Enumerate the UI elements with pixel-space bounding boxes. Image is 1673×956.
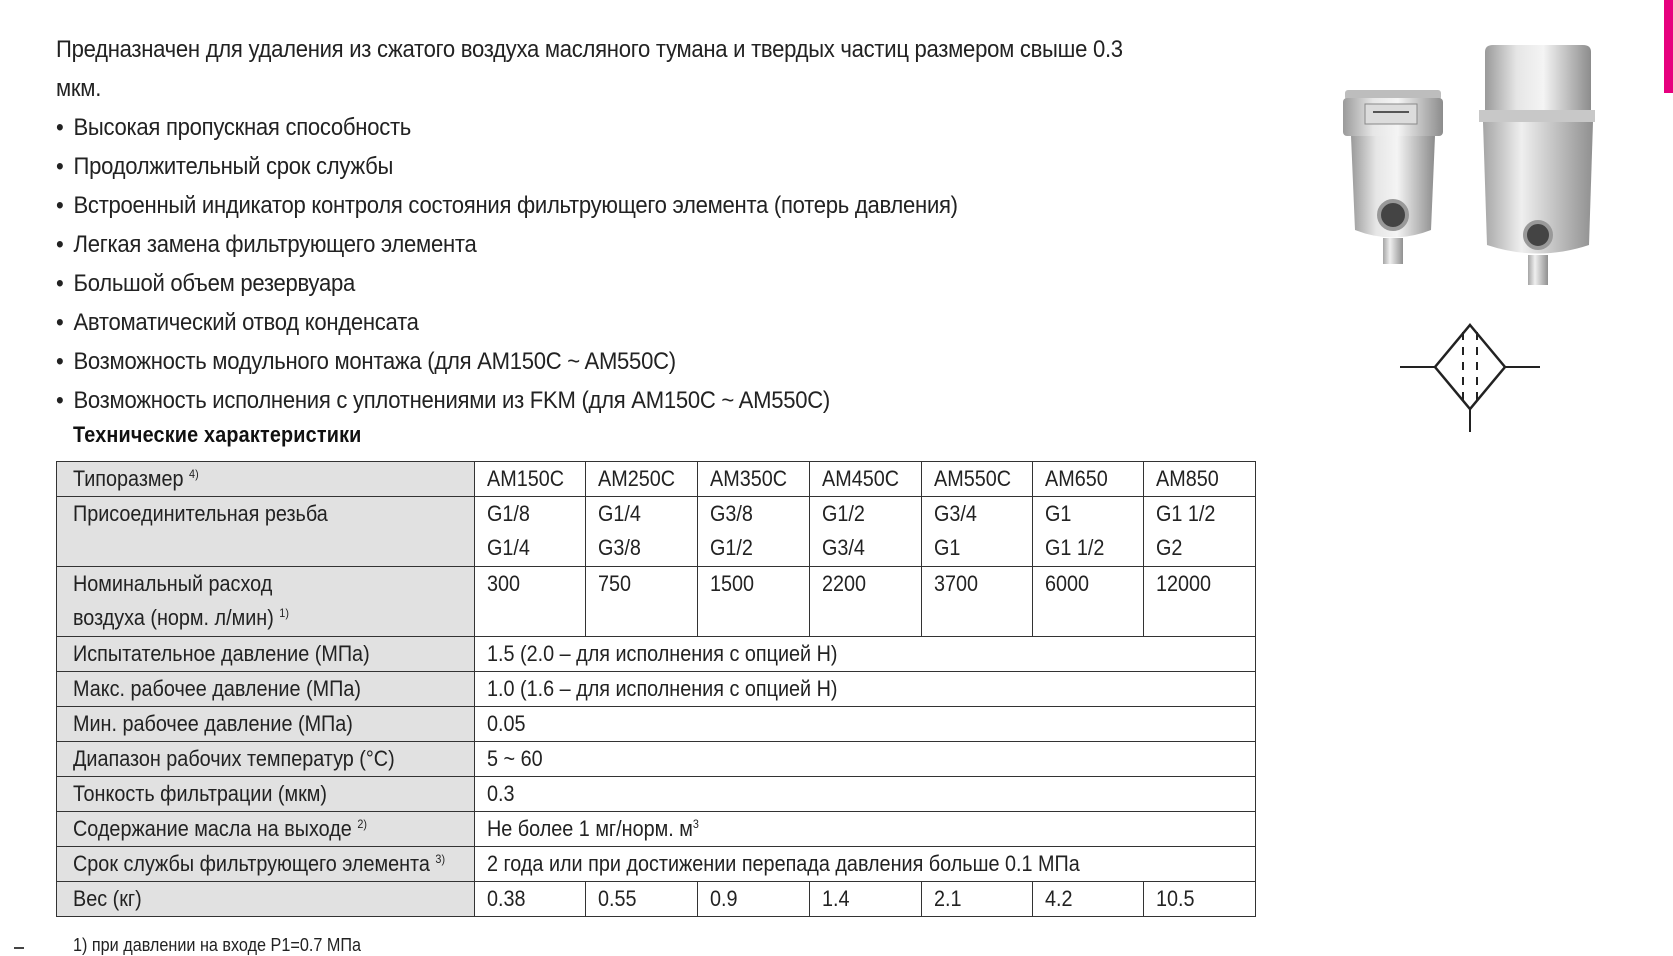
row-label: Содержание масла на выходе $^{2)}$ — [57, 812, 475, 847]
feature-item: • Возможность модульного монтажа (для AM150C ~ AM550C) — [56, 342, 1160, 381]
table-row — [57, 812, 1256, 847]
feature-item: • Большой объем резервуара — [56, 264, 1160, 303]
port-cell: G1 1/2 G2 — [1144, 497, 1256, 567]
port-cell: G1/4 G3/8 — [586, 497, 698, 567]
port-cell: G1/2 G3/4 — [809, 497, 921, 567]
port-cell: G3/4 G1 — [921, 497, 1033, 567]
row-label: Номинальный расход воздуха (норм. л/мин) $^{1)}$ — [57, 567, 475, 637]
row-label: Типоразмер $^{4)}$ — [57, 462, 475, 497]
table-row — [57, 462, 1256, 497]
feature-item: • Возможность исполнения с уплотнениями из FKM (для AM150C ~ AM550C) — [56, 381, 1160, 420]
model-cell: AM450C — [809, 462, 921, 497]
table-row — [57, 672, 1256, 707]
weight-cell: 10.5 — [1144, 882, 1256, 917]
table-row — [57, 847, 1256, 882]
value-cell: 5 ~ 60 — [474, 742, 1255, 777]
model-cell: AM650 — [1033, 462, 1144, 497]
row-label: Диапазон рабочих температур (°C) — [57, 742, 475, 777]
weight-cell: 1.4 — [809, 882, 921, 917]
model-cell: AM350C — [698, 462, 810, 497]
row-label: Срок службы фильтрующего элемента $^{3)}$ — [57, 847, 475, 882]
model-cell: AM150C — [474, 462, 586, 497]
table-row — [57, 637, 1256, 672]
row-label: Макс. рабочее давление (МПа) — [57, 672, 475, 707]
feature-item: • Встроенный индикатор контроля состояния фильтрующего элемента (потерь давления) — [56, 186, 1160, 225]
feature-list — [56, 108, 1160, 420]
value-cell: 1.5 (2.0 – для исполнения с опцией H) — [474, 637, 1255, 672]
weight-cell: 2.1 — [921, 882, 1033, 917]
feature-item: • Автоматический отвод конденсата — [56, 303, 1160, 342]
page-mark — [14, 947, 24, 949]
spec-table — [56, 461, 1256, 917]
accent-bar — [1664, 0, 1673, 93]
row-label: Вес (кг) — [57, 882, 475, 917]
description: Предназначен для удаления из сжатого воздуха масляного тумана и твердых частиц размером свыше 0.3 мкм. — [56, 36, 1123, 102]
value-cell: 0.05 — [474, 707, 1255, 742]
value-cell: Не более 1 мг/норм. $м^3$ — [474, 812, 1255, 847]
weight-cell: 0.55 — [586, 882, 698, 917]
flow-cell: 750 — [586, 567, 698, 637]
row-label: Тонкость фильтрации (мкм) — [57, 777, 475, 812]
feature-item: • Легкая замена фильтрующего элемента — [56, 225, 1160, 264]
model-cell: AM850 — [1144, 462, 1256, 497]
flow-cell: 3700 — [921, 567, 1033, 637]
value-cell: 1.0 (1.6 – для исполнения с опцией H) — [474, 672, 1255, 707]
row-label: Присоединительная резьба — [57, 497, 475, 567]
flow-cell: 2200 — [809, 567, 921, 637]
row-label: Мин. рабочее давление (МПа) — [57, 707, 475, 742]
port-cell: G3/8 G1/2 — [698, 497, 810, 567]
intro-block — [56, 30, 1160, 420]
table-row — [57, 742, 1256, 777]
weight-cell: 0.9 — [698, 882, 810, 917]
flow-cell: 12000 — [1144, 567, 1256, 637]
flow-cell: 300 — [474, 567, 586, 637]
table-row — [57, 882, 1256, 917]
model-cell: AM550C — [921, 462, 1033, 497]
table-row — [57, 567, 1256, 637]
table-row — [57, 497, 1256, 567]
weight-cell: 4.2 — [1033, 882, 1144, 917]
weight-cell: 0.38 — [474, 882, 586, 917]
feature-item: • Высокая пропускная способность — [56, 108, 1160, 147]
value-cell: 0.3 — [474, 777, 1255, 812]
flow-cell: 1500 — [698, 567, 810, 637]
filter-product-photo — [1335, 40, 1595, 290]
value-cell: 2 года или при достижении перепада давления больше 0.1 МПа — [474, 847, 1255, 882]
port-cell: G1/8 G1/4 — [474, 497, 586, 567]
table-row — [57, 707, 1256, 742]
table-row — [57, 777, 1256, 812]
model-cell: AM250C — [586, 462, 698, 497]
filter-symbol-icon — [1400, 322, 1540, 432]
flow-cell: 6000 — [1033, 567, 1144, 637]
row-label: Испытательное давление (МПа) — [57, 637, 475, 672]
feature-item: • Продолжительный срок службы — [56, 147, 1160, 186]
footnote: 1) при давлении на входе P1=0.7 МПа — [73, 935, 361, 955]
section-title: Технические характеристики — [73, 422, 362, 447]
port-cell: G1 G1 1/2 — [1033, 497, 1144, 567]
